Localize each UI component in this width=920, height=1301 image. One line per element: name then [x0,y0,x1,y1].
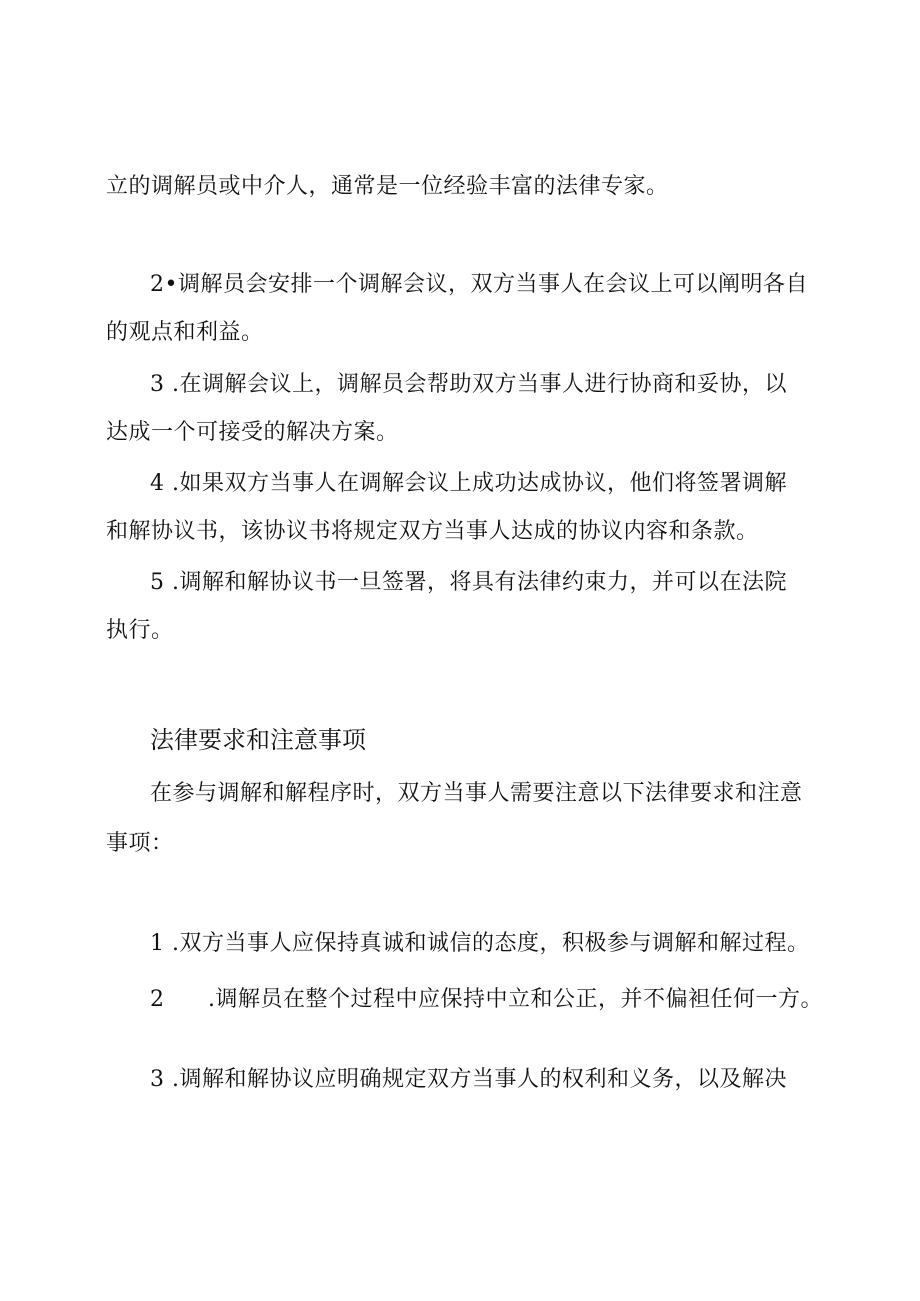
list-item-number: 5 . [150,570,180,595]
list-item-number: 4 . [150,471,180,496]
continuation-text: 立的调解员或中介人，通常是一位经验丰富的法律专家。 [106,174,669,199]
list-item-3-line2: 达成一个可接受的解决方案。 [106,420,399,445]
requirement-item-1: 1 .双方当事人应保持真诚和诚信的态度，积极参与调解和解过程。 [150,929,810,959]
section-heading: 法律要求和注意事项 [150,726,366,754]
list-item-5-line2: 执行。 [106,618,174,643]
list-item-5-line1: 5 .调解和解协议书一旦签署，将具有法律约束力，并可以在法院 [150,568,787,598]
list-item-number: 3 . [150,372,180,397]
list-item-2-line2: 的观点和利益。 [106,320,264,345]
list-item-4-line1: 4 .如果双方当事人在调解会议上成功达成协议，他们将签署调解 [150,469,787,499]
intro-line2: 事项： [106,831,174,856]
intro-line1: 在参与调解和解程序时，双方当事人需要注意以下法律要求和注意 [150,781,803,806]
list-item-number: 3 . [150,1067,180,1092]
requirement-item-3: 3 .调解和解协议应明确规定双方当事人的权利和义务，以及解决 [150,1065,787,1095]
list-item-number: 1 . [150,931,180,956]
list-item-number: 2• [150,272,178,297]
list-item-4-line2: 和解协议书，该协议书将规定双方当事人达成的协议内容和条款。 [106,519,759,544]
list-item-3-line1: 3 .在调解会议上，调解员会帮助双方当事人进行协商和妥协，以 [150,370,787,400]
list-item-2-line1: 2•调解员会安排一个调解会议，双方当事人在会议上可以阐明各自 [150,270,808,300]
requirement-item-2: 2 .调解员在整个过程中应保持中立和公正，并不偏袒任何一方。 [150,985,823,1015]
list-item-number: 2 [150,987,165,1012]
